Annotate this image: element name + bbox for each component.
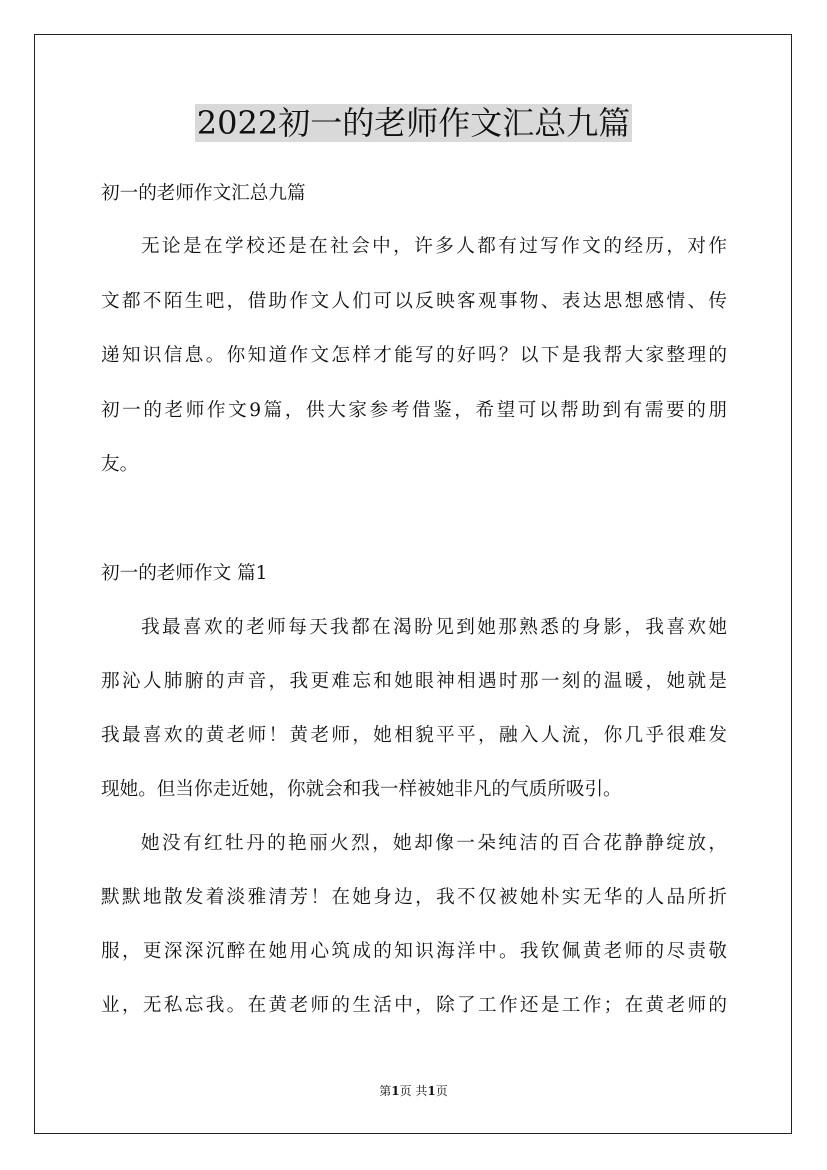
section-heading: 初一的老师作文 篇1: [101, 563, 268, 584]
body-line: 默默地散发着淡雅清芳！在她身边，我不仅被她朴实无华的人品所折: [101, 887, 727, 908]
body-line: 现她。但当你走近她，你就会和我一样被她非凡的气质所吸引。: [101, 779, 622, 800]
intro-line: 递知识信息。你知道作文怎样才能写的好吗？以下是我帮大家整理的: [101, 345, 727, 366]
body-line: 业，无私忘我。在黄老师的生活中，除了工作还是工作；在黄老师的: [101, 995, 727, 1016]
document-title: [0, 100, 827, 146]
footer-page-total: 1: [427, 1084, 436, 1098]
body-line: 我最喜欢的黄老师！黄老师，她相貌平平，融入人流，你几乎很难发: [101, 725, 727, 746]
body-line: 服，更深深沉醉在她用心筑成的知识海洋中。我钦佩黄老师的尽责敬: [101, 941, 727, 962]
page-footer: [0, 1083, 827, 1099]
document-title-text: 2022初一的老师作文汇总九篇: [196, 104, 631, 142]
footer-page-current: 1: [391, 1084, 400, 1098]
body-line: 她没有红牡丹的艳丽火烈，她却像一朵纯洁的百合花静静绽放，: [141, 833, 727, 854]
intro-line: 文都不陌生吧，借助作文人们可以反映客观事物、表达思想感情、传: [101, 291, 727, 312]
document-subtitle: 初一的老师作文汇总九篇: [101, 183, 306, 204]
footer-suffix: 页: [435, 1084, 448, 1098]
intro-line: 友。: [101, 454, 139, 475]
body-line: 我最喜欢的老师每天我都在渴盼见到她那熟悉的身影，我喜欢她: [141, 617, 727, 638]
footer-prefix: 第: [379, 1084, 392, 1098]
footer-mid: 页 共: [399, 1084, 428, 1098]
intro-line: 初一的老师作文9篇，供大家参考借鉴，希望可以帮助到有需要的朋: [101, 400, 727, 421]
body-line: 那沁人肺腑的声音，我更难忘和她眼神相遇时那一刻的温暖，她就是: [101, 671, 727, 692]
intro-line: 无论是在学校还是在社会中，许多人都有过写作文的经历，对作: [141, 236, 727, 257]
